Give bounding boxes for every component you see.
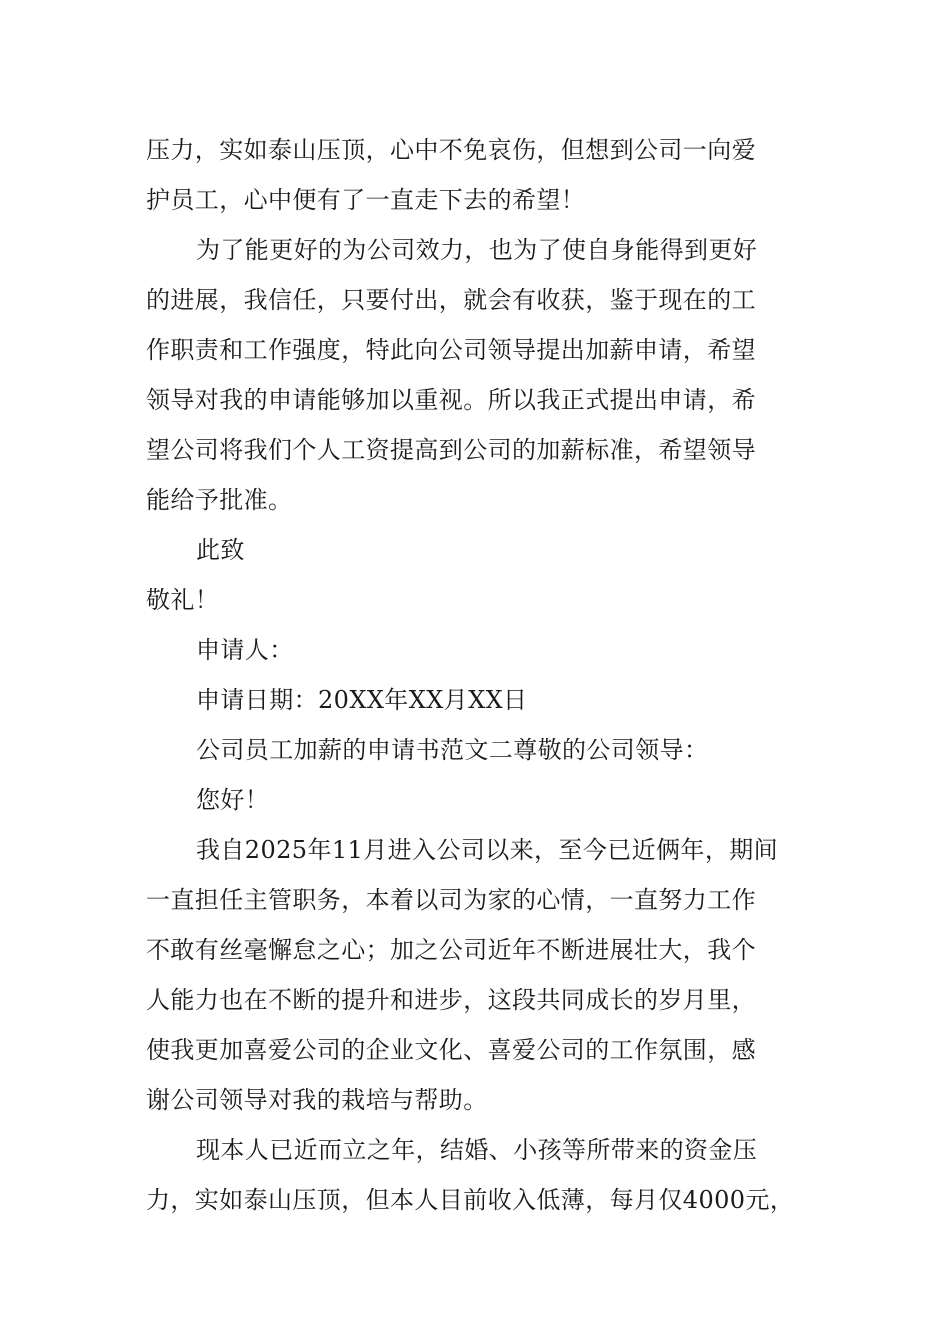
closing-regards: 敬礼！ xyxy=(146,586,220,614)
paragraph-line: 望公司将我们个人工资提高到公司的加薪标准，希望领导 xyxy=(146,436,756,464)
section-heading: 公司员工加薪的申请书范文二尊敬的公司领导： xyxy=(196,736,709,764)
paragraph-line: 一直担任主管职务，本着以司为家的心情，一直努力工作 xyxy=(146,886,756,914)
paragraph-line: 作职责和工作强度，特此向公司领导提出加薪申请，希望 xyxy=(146,336,756,364)
paragraph-line: 护员工，心中便有了一直走下去的希望！ xyxy=(146,186,586,214)
paragraph-line: 力，实如泰山压顶，但本人目前收入低薄，每月仅4000元， xyxy=(146,1186,795,1214)
paragraph-line: 为了能更好的为公司效力，也为了使自身能得到更好 xyxy=(196,236,758,264)
paragraph-line: 谢公司领导对我的栽培与帮助。 xyxy=(146,1086,488,1114)
paragraph-line: 人能力也在不断的提升和进步，这段共同成长的岁月里， xyxy=(146,986,756,1014)
paragraph-line: 能给予批准。 xyxy=(146,486,293,514)
closing-salutation: 此致 xyxy=(196,536,245,564)
paragraph-line: 不敢有丝毫懈怠之心；加之公司近年不断进展壮大，我个 xyxy=(146,936,756,964)
paragraph-line: 现本人已近而立之年，结婚、小孩等所带来的资金压 xyxy=(196,1136,758,1164)
applicant-label: 申请人： xyxy=(196,636,294,664)
paragraph-line: 我自2025年11月进入公司以来，至今已近俩年，期间 xyxy=(196,836,779,864)
paragraph-line: 使我更加喜爱公司的企业文化、喜爱公司的工作氛围，感 xyxy=(146,1036,756,1064)
application-date: 申请日期：20XX年XX月XX日 xyxy=(196,686,528,714)
paragraph-line: 领导对我的申请能够加以重视。所以我正式提出申请，希 xyxy=(146,386,756,414)
paragraph-line: 压力，实如泰山压顶，心中不免哀伤，但想到公司一向爱 xyxy=(146,136,756,164)
paragraph-line: 的进展，我信任，只要付出，就会有收获，鉴于现在的工 xyxy=(146,286,756,314)
greeting: 您好！ xyxy=(196,786,270,814)
